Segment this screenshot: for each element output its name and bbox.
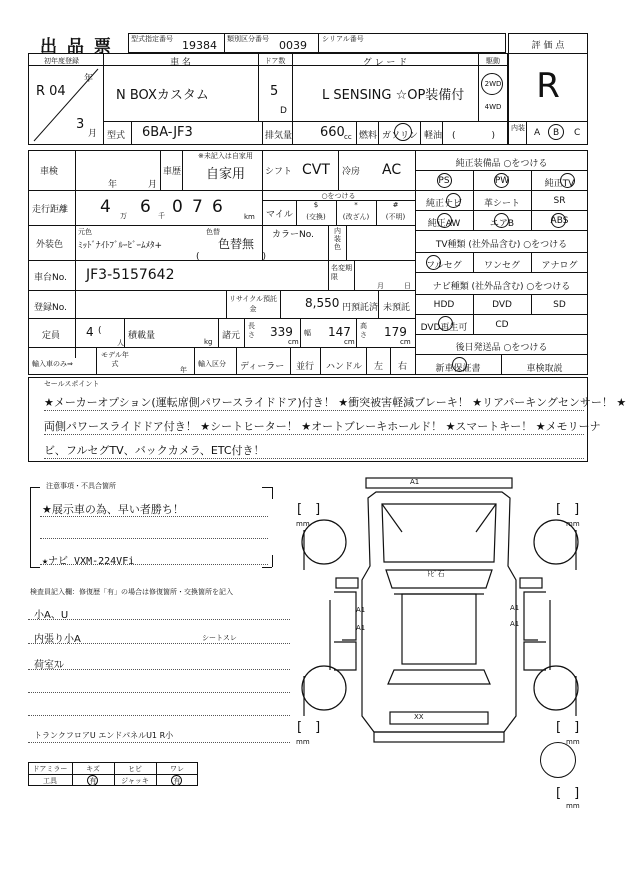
name-change-month: 月 xyxy=(377,282,384,290)
height-unit: cm xyxy=(400,338,411,346)
approval-number: 19384 xyxy=(182,39,217,52)
inspector-line1: 小A、U xyxy=(34,610,69,621)
history-label: 車歴 xyxy=(163,167,182,177)
tire-fr-mm: mm xyxy=(566,520,580,528)
paint-value: 色替無 xyxy=(218,237,255,251)
notes-label: 注意事項・不具合箇所 xyxy=(46,482,116,490)
later-ship-label: 後日発送品 ○をつける xyxy=(455,343,548,353)
mileage-digit-1: 4 xyxy=(100,197,111,217)
nav-type-label: ナビ種類 (社外品含む) ○をつける xyxy=(432,282,571,292)
inspector-line2-extra: シートスレ xyxy=(202,634,237,642)
tire-rl-mm: mm xyxy=(296,738,310,746)
model-year-label: モデル年式 xyxy=(101,351,129,368)
sales-point-line3: ビ、フルセグTV、バックカメラ、ETC付き！ xyxy=(44,444,265,457)
equip-abs: ABS xyxy=(550,216,569,226)
original-color: ﾐｯﾄﾞﾅｲﾄﾌﾞﾙｰﾋﾞｰﾑﾒﾀ+ xyxy=(78,241,163,251)
nav-dvd-play: DVD再生可 xyxy=(420,323,468,333)
ship-warranty: 新車保証書 xyxy=(435,364,481,374)
length-unit: cm xyxy=(288,338,299,346)
legend-tools: 工具 xyxy=(43,777,57,785)
drive-label: 駆動 xyxy=(486,57,500,65)
recycle-label: リサイクル預託金 xyxy=(228,295,278,313)
width-value: 147 xyxy=(328,325,351,339)
sales-point-line1: ★メーカーオプション(運転席側パワースライドドア)付き！ ★衝突被害軽減ブレーキ！ ★リアパーキングセンサー！ ★ xyxy=(44,396,627,409)
history-note: ※未記入は自家用 xyxy=(198,152,253,160)
damage-rear: XX xyxy=(414,713,424,721)
mileage-mark-label: ○をつける xyxy=(321,192,356,200)
handle-left: 左 xyxy=(374,362,384,372)
tire-fl-mm: mm xyxy=(296,520,310,528)
equip-ps: PS xyxy=(438,176,450,186)
car-name-label: 車 名 xyxy=(170,58,191,68)
registration-label: 登録No. xyxy=(34,303,67,313)
legend-jack-value: 有 xyxy=(173,777,181,785)
displacement-value: 660 xyxy=(320,125,345,140)
inspection-year: 年 xyxy=(108,180,118,190)
interior-b: B xyxy=(553,128,560,138)
unknown-label: (不明) xyxy=(385,213,406,221)
nav-dvd: DVD xyxy=(492,300,512,310)
nav-hdd: HDD xyxy=(433,300,455,310)
interior-label: 内装 xyxy=(511,124,525,132)
color-no-label: カラーNo. xyxy=(272,230,314,240)
sales-point-line2: 両側パワースライドドア付き！ ★シートヒーター！ ★オートブレーキホールド！ ★スマートキー！ ★メモリーナ xyxy=(44,420,601,433)
first-reg-month: 3 xyxy=(76,117,85,132)
mileage-digit-5: 6 xyxy=(212,197,223,217)
handle-label: ハンドル xyxy=(326,362,363,372)
drive-2wd: 2WD xyxy=(484,80,502,88)
capacity-paren: ( xyxy=(98,326,102,336)
grade-value: L SENSING ☆OP装備付 xyxy=(322,88,465,103)
exchange-symbol: $ xyxy=(313,201,319,209)
equip-sr: SR xyxy=(553,196,566,206)
genuine-equipment-label: 純正装備品 ○をつける xyxy=(455,159,548,169)
chassis-value: JF3-5157642 xyxy=(86,267,175,283)
fuel-label: 燃料 xyxy=(359,131,378,141)
tv-type-label: TV種類 (社外品含む) ○をつける xyxy=(435,240,568,250)
legend-tools-value: 有 xyxy=(89,777,97,785)
inspector-line6: トランクフロアU エンドパネルU1 R小 xyxy=(34,731,174,740)
dims-label: 諸元 xyxy=(222,331,241,341)
inspector-line2: 内張り小A xyxy=(34,634,81,645)
legend-header-crack: ヒビ xyxy=(128,765,142,773)
first-reg-year-suffix: 年 xyxy=(84,74,94,84)
shift-value: CVT xyxy=(302,162,330,178)
original-color-label: 元色 xyxy=(78,228,92,236)
damage-front-bumper: A1 xyxy=(410,478,420,486)
length-label: 長さ xyxy=(248,322,255,339)
mileage-digit-4: 7 xyxy=(192,197,203,217)
legend-header-break: ワレ xyxy=(170,765,184,773)
tv-analog: アナログ xyxy=(541,261,578,271)
history-value: 自家用 xyxy=(206,167,246,182)
class-number: 0039 xyxy=(279,39,307,52)
mileage-sen: 千 xyxy=(158,212,165,220)
spare-tire-icon xyxy=(540,742,576,778)
ship-manual: 車検取説 xyxy=(526,364,563,374)
model-value: 6BA-JF3 xyxy=(142,125,193,140)
damage-right-front: A1 xyxy=(510,604,520,612)
tire-bracket-spare: [ ] xyxy=(556,786,580,801)
capacity-value: 4 xyxy=(86,325,94,339)
capacity-unit: 人 xyxy=(117,339,124,347)
load-label: 積載量 xyxy=(128,331,156,341)
equip-leather: 革シート xyxy=(483,199,520,209)
damage-left-rear: A1 xyxy=(356,624,366,632)
first-reg-label: 初年度登録 xyxy=(44,57,79,65)
damage-hood: ﾄﾋﾞ石 xyxy=(427,570,445,578)
ac-value: AC xyxy=(382,162,402,178)
equip-tv: 純正TV xyxy=(544,179,575,189)
displacement-unit: cc xyxy=(344,133,352,141)
recycle-value: 8,550 xyxy=(305,296,340,310)
nav-cd: CD xyxy=(495,320,509,330)
drive-4wd: 4WD xyxy=(484,103,502,111)
fuel-bracket: ( ) xyxy=(452,131,496,141)
equip-navi: 純正ナビ xyxy=(425,199,462,209)
inspector-line3: 荷室ｽﾚ xyxy=(34,660,64,671)
tire-spare-mm: mm xyxy=(566,802,580,810)
first-reg-era: R 04 xyxy=(36,84,66,99)
doors-label: ドア数 xyxy=(264,57,286,65)
fuel-diesel: 軽油 xyxy=(424,131,443,141)
inspector-label: 検査員記入欄：修復歴「有」の場合は修復箇所・交換箇所を記入 xyxy=(30,588,233,596)
length-value: 339 xyxy=(270,325,293,339)
tire-bracket-rl: [ ] xyxy=(297,720,321,735)
interior-c: C xyxy=(574,128,581,138)
first-reg-month-suffix: 月 xyxy=(88,129,98,139)
height-label: 高さ xyxy=(360,322,367,339)
tire-bracket-rr: [ ] xyxy=(556,720,580,735)
import-only-label: 輸入車のみ⇒ xyxy=(32,360,73,368)
car-damage-diagram xyxy=(290,470,590,770)
paint-bracket: ( ) xyxy=(196,252,267,262)
height-value: 179 xyxy=(384,325,407,339)
paint-label: 色替 xyxy=(206,228,220,236)
width-unit: cm xyxy=(344,338,355,346)
rating-value: R xyxy=(536,66,560,106)
doors-value: 5 xyxy=(270,84,279,99)
import-category-label: 輸入区分 xyxy=(198,360,226,368)
mileage-digit-2: 6 xyxy=(140,197,151,217)
serial-number-label: シリアル番号 xyxy=(322,35,364,43)
door-type: D xyxy=(280,106,287,116)
rating-label: 評 価 点 xyxy=(531,41,565,51)
load-unit: kg xyxy=(204,338,213,346)
notes-line1: ★展示車の為、早い者勝ち！ xyxy=(42,503,184,516)
mileage-label: 走行距離 xyxy=(32,205,69,215)
tamper-label: (改ざん) xyxy=(342,213,370,221)
mileage-man: 万 xyxy=(120,212,127,220)
ac-label: 冷房 xyxy=(342,167,361,177)
legend-header-mirror: ドアミラー xyxy=(32,765,68,773)
chassis-label: 車台No. xyxy=(34,273,67,283)
damage-left-front: A1 xyxy=(356,606,366,614)
exterior-color-label: 外装色 xyxy=(36,240,64,250)
tire-bracket-fl: [ ] xyxy=(297,502,321,517)
approval-number-label: 型式指定番号 xyxy=(131,35,173,43)
fuel-gasoline: ガソリン xyxy=(382,131,419,141)
legend-jack: ジャッキ xyxy=(121,777,149,785)
shift-label: シフト xyxy=(265,167,293,177)
handle-right: 右 xyxy=(398,362,408,372)
unknown-symbol: # xyxy=(392,201,399,209)
page-title: 出 品 票 xyxy=(40,37,113,57)
tv-fullseg: フルセグ xyxy=(426,261,462,271)
inspection-label: 車検 xyxy=(40,167,59,177)
car-name: N BOXカスタム xyxy=(116,88,209,103)
tv-oneseg: ワンセグ xyxy=(483,261,520,271)
parallel-option: 並行 xyxy=(296,362,315,372)
dealer-option: ディーラー xyxy=(240,362,285,372)
mileage-digit-3: 0 xyxy=(172,197,183,217)
tire-rr-mm: mm xyxy=(566,738,580,746)
mile-label: マイル xyxy=(266,210,293,220)
equip-pw: PW xyxy=(494,176,510,186)
class-number-label: 類別区分番号 xyxy=(227,35,269,43)
tamper-symbol: * xyxy=(354,201,358,209)
displacement-label: 排気量 xyxy=(265,131,293,141)
interior-a: A xyxy=(534,128,541,138)
mileage-km: km xyxy=(244,213,255,221)
name-change-day: 日 xyxy=(404,282,411,290)
equip-aw: 純正AW xyxy=(427,219,461,229)
capacity-label: 定員 xyxy=(42,331,61,341)
tire-bracket-fr: [ ] xyxy=(556,502,580,517)
inspection-month: 月 xyxy=(148,180,158,190)
width-label: 幅 xyxy=(304,329,311,337)
recycle-unit: 円預託済 xyxy=(342,303,379,313)
recycle-none: 未預託 xyxy=(383,303,411,313)
equip-airbag: エアB xyxy=(489,219,515,229)
model-label: 型式 xyxy=(107,131,126,141)
legend-header-scratch: キズ xyxy=(86,765,100,773)
sales-point-label: セールスポイント xyxy=(44,380,100,388)
name-change-label: 名変期限 xyxy=(331,264,352,281)
grade-label: グ レ ー ド xyxy=(362,58,408,68)
exchange-label: (交換) xyxy=(306,213,326,221)
damage-right-rear: A1 xyxy=(510,620,520,628)
model-year-unit: 年 xyxy=(180,366,187,374)
interior-color-label: 内装色 xyxy=(334,227,341,251)
notes-line2: ★ナビ VXM-224VFi xyxy=(42,556,135,567)
nav-sd: SD xyxy=(553,300,566,310)
